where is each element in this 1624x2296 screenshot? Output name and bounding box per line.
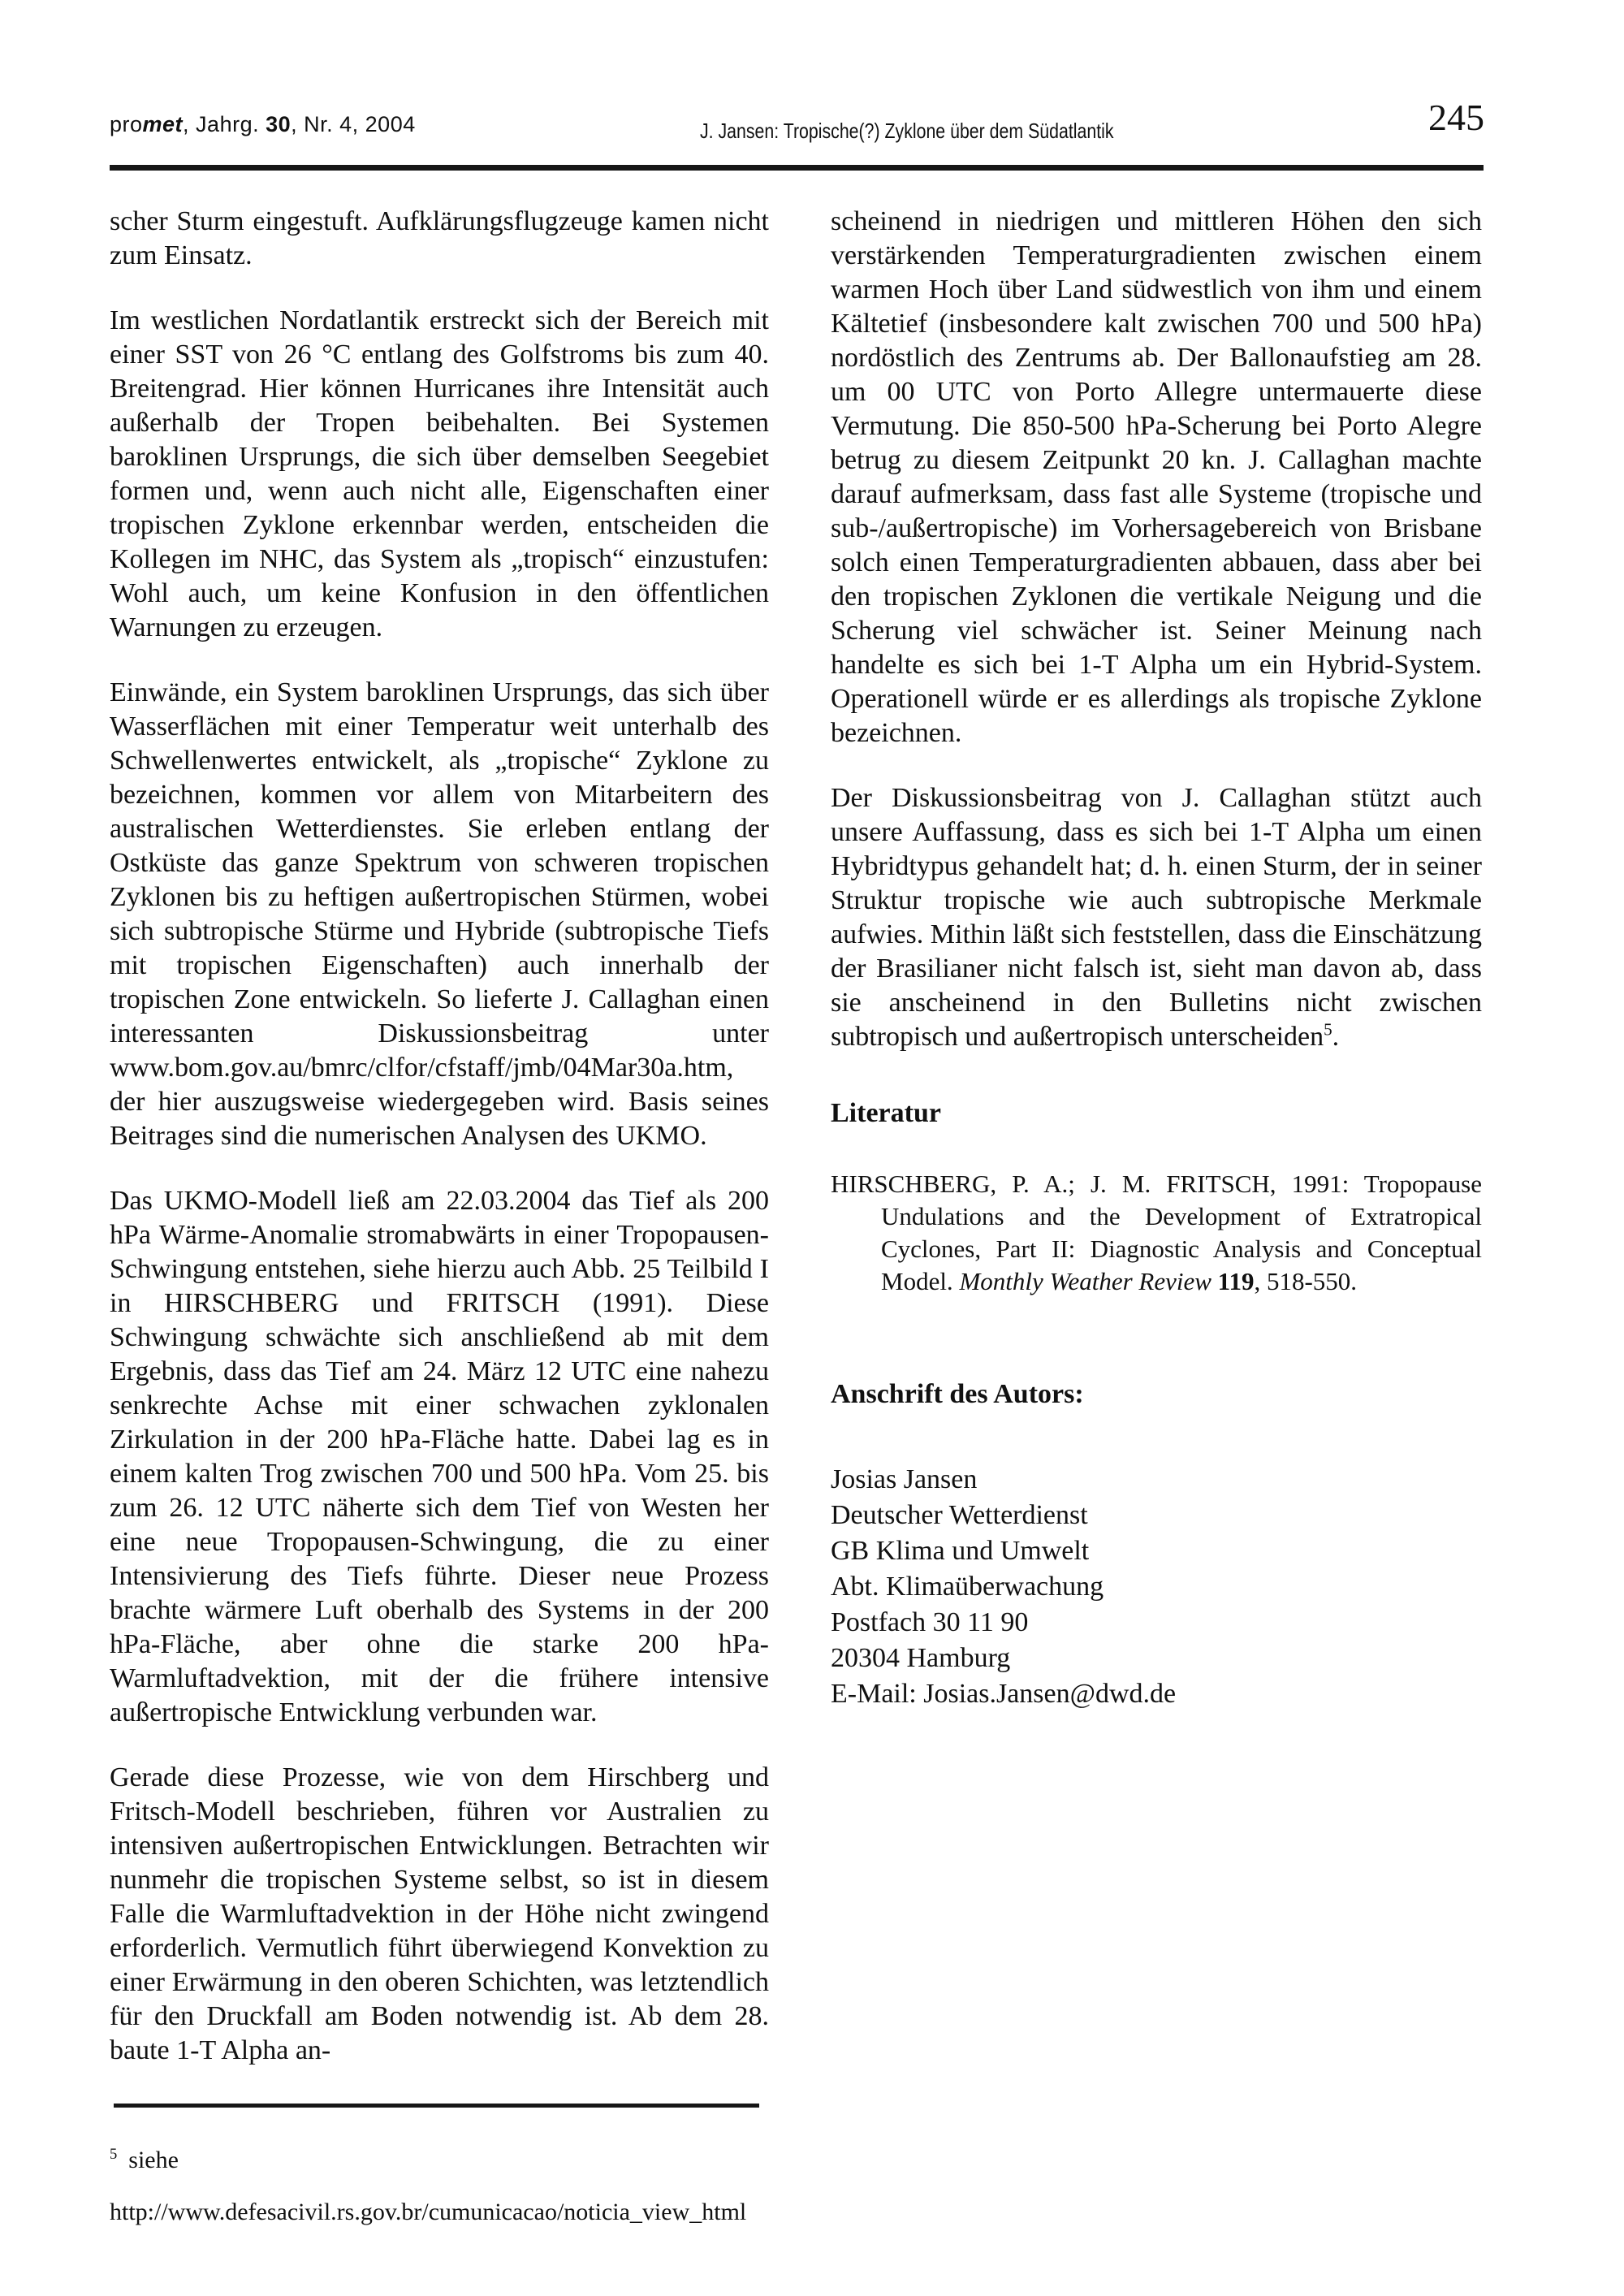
address-line: Josias Jansen xyxy=(831,1464,978,1494)
journal-volume: 30 xyxy=(266,112,292,136)
running-title: J. Jansen: Tropische(?) Zyklone über dem Südatlantik xyxy=(700,119,1114,143)
body-paragraph: Gerade diese Prozesse, wie von dem Hirschberg und Fritsch-Modell beschrieben, führen vor Australien zu intensiven außertropischen Entwicklungen. Betrachten wir nunmehr die tropischen Systeme selbst, so ist in diesem Falle die Warmluftadvektion in der Höhe nicht zwingend erforderlich. Vermutlich führt überwiegend Konvektion zu einer Erwärmung in den oberen Schichten, was letztendlich für den Druckfall am Boden notwendig ist. Ab dem 28. baute 1-T Alpha an- xyxy=(110,1762,769,2065)
address-line: 20304 Hamburg xyxy=(831,1643,1011,1673)
address-line: Deutscher Wetterdienst xyxy=(831,1500,1088,1530)
reference-journal-title: Monthly Weather Review xyxy=(959,1267,1218,1295)
reference-entry xyxy=(831,1168,1482,1298)
literatur-heading: Literatur xyxy=(831,1098,941,1128)
reference-pages: , 518-550. xyxy=(1254,1267,1358,1295)
body-paragraph: scher Sturm eingestuft. Aufklärungsflugzeuge kamen nicht zum Einsatz. xyxy=(110,206,769,270)
reference-text: HIRSCHBERG, P. A.; J. M. FRITSCH, 1991: Tropopause Undulations and the Development of Extratropical Cyclones, Part II: Diagnostic Analysis and Conceptual Model. xyxy=(831,1170,1482,1295)
footnote-marker: 5 xyxy=(110,2146,118,2163)
header-rule xyxy=(110,165,1484,171)
journal-issue-mid: , Jahrg. xyxy=(183,112,266,136)
address-line: E-Mail: Josias.Jansen@dwd.de xyxy=(831,1679,1177,1709)
body-paragraph: Einwände, ein System baroklinen Ursprungs, das sich über Wasserflächen mit einer Temperatur weit unterhalb des Schwellenwertes entwickelt, als „tropische“ Zyklone zu bezeichnen, kommen vor allem von Mitarbeitern des australischen Wetterdienstes. Sie erleben entlang der Ostküste das ganze Spektrum von schweren tropischen Zyklonen bis zu heftigen außertropischen Stürmen, wobei sich subtropische Stürme und Hybride (subtropische Tiefs mit tropischen Eigenschaften) auch innerhalb der tropischen Zone entwickeln. So lieferte J. Callaghan einen interessanten Diskussionsbeitrag unter www.bom.gov.au/bmrc/clfor/cfstaff/jmb/04Mar30a.htm, der hier auszugsweise wiedergegeben wird. Basis seines Beitrages sind die numerischen Analysen des UKMO. xyxy=(110,677,769,1151)
body-paragraph xyxy=(831,781,1482,1054)
footnote-rule xyxy=(114,2104,759,2108)
right-text-column xyxy=(831,205,1482,1712)
page-number: 245 xyxy=(1428,97,1484,138)
reference-volume: 119 xyxy=(1217,1267,1255,1295)
paragraph-text-tail: . xyxy=(1332,1022,1340,1052)
journal-name-pre: pro xyxy=(110,112,143,136)
address-line: Postfach 30 11 90 xyxy=(831,1607,1029,1637)
body-paragraph: scheinend in niedrigen und mittleren Höhen den sich verstärkenden Temperaturgradienten zwischen einem warmen Hoch über Land südwestlich von ihm und einem Kältetief (insbesondere kalt zwischen 700 und 500 hPa) nordöstlich des Zentrums ab. Der Ballonaufstieg am 28. um 00 UTC von Porto Allegre untermauerte diese Vermutung. Die 850-500 hPa-Scherung bei Porto Alegre betrug zu diesem Zeitpunkt 20 kn. J. Callaghan machte darauf aufmerksam, dass fast alle Systeme (tropische und sub-/außertropische) im Vorhersagebereich von Brisbane solch einen Temperaturgradienten abbauen, dass aber bei den tropischen Zyklonen die vertikale Neigung und die Scherung viel schwächer ist. Seiner Meinung nach handelte es sich bei 1-T Alpha um ein Hybrid-System. Operationell würde er es allerdings als tropische Zyklone bezeichnen. xyxy=(831,206,1482,748)
author-address-block xyxy=(831,1462,1482,1712)
left-text-column xyxy=(110,205,769,2068)
footnote-reference-mark: 5 xyxy=(1324,1019,1332,1040)
journal-issue-tail: , Nr. 4, 2004 xyxy=(291,112,416,136)
journal-identifier xyxy=(110,112,416,137)
body-paragraph: Im westlichen Nordatlantik erstreckt sich der Bereich mit einer SST von 26 °C entlang des Golfstroms bis zum 40. Breitengrad. Hier können Hurricanes ihre Intensität auch außerhalb der Tropen beibehalten. Bei Systemen baroklinen Ursprungs, die sich über demselben Seegebiet formen und, wenn auch nicht alle, Eigenschaften einer tropischen Zyklone erkennbar werden, entscheiden die Kollegen im NHC, das System als „tropisch“ einzustufen: Wohl auch, um keine Konfusion in den öffentlichen Warnungen zu erzeugen. xyxy=(110,305,769,642)
address-line: GB Klima und Umwelt xyxy=(831,1536,1090,1566)
address-heading: Anschrift des Autors: xyxy=(831,1379,1084,1409)
footnote xyxy=(110,2134,763,2238)
paragraph-text: Der Diskussionsbeitrag von J. Callaghan stützt auch unsere Auffassung, dass es sich bei 1-T Alpha um einen Hybridtypus gehandelt hat; d. h. einen Sturm, der in seiner Struktur tropische wie auch subtropische Merkmale aufwies. Mithin läßt sich feststellen, dass die Einschätzung der Brasilianer nicht falsch ist, sieht man davon ab, dass sie anscheinend in den Bulletins nicht zwischen subtropisch und außertropisch unterscheiden xyxy=(831,783,1482,1052)
journal-name-emphasis: met xyxy=(142,112,184,136)
address-line: Abt. Klimaüberwachung xyxy=(831,1572,1104,1602)
body-paragraph: Das UKMO-Modell ließ am 22.03.2004 das Tief als 200 hPa Wärme-Anomalie stromabwärts in einer Tropopausen-Schwingung entstehen, siehe hierzu auch Abb. 25 Teilbild I in HIRSCHBERG und FRITSCH (1991). Diese Schwingung schwächte sich anschließend ab mit dem Ergebnis, dass das Tief am 24. März 12 UTC eine nahezu senkrechte Achse mit einer schwachen zyklonalen Zirkulation in der 200 hPa-Fläche hatte. Dabei lag es in einem kalten Trog zwischen 700 und 500 hPa. Vom 25. bis zum 26. 12 UTC näherte sich dem Tief von Westen her eine neue Tropopausen-Schwingung, die zu einer Intensivierung des Tiefs führte. Dieser neue Prozess brachte wärmere Luft oberhalb des Systems in der 200 hPa-Fläche, aber ohne die starke 200 hPa-Warmluftadvektion, mit der die frühere intensive außertropische Entwicklung verbunden war. xyxy=(110,1186,769,1727)
footnote-text: siehe http://www.defesacivil.rs.gov.br/cumunicacao/noticia_view_html xyxy=(110,2147,747,2225)
